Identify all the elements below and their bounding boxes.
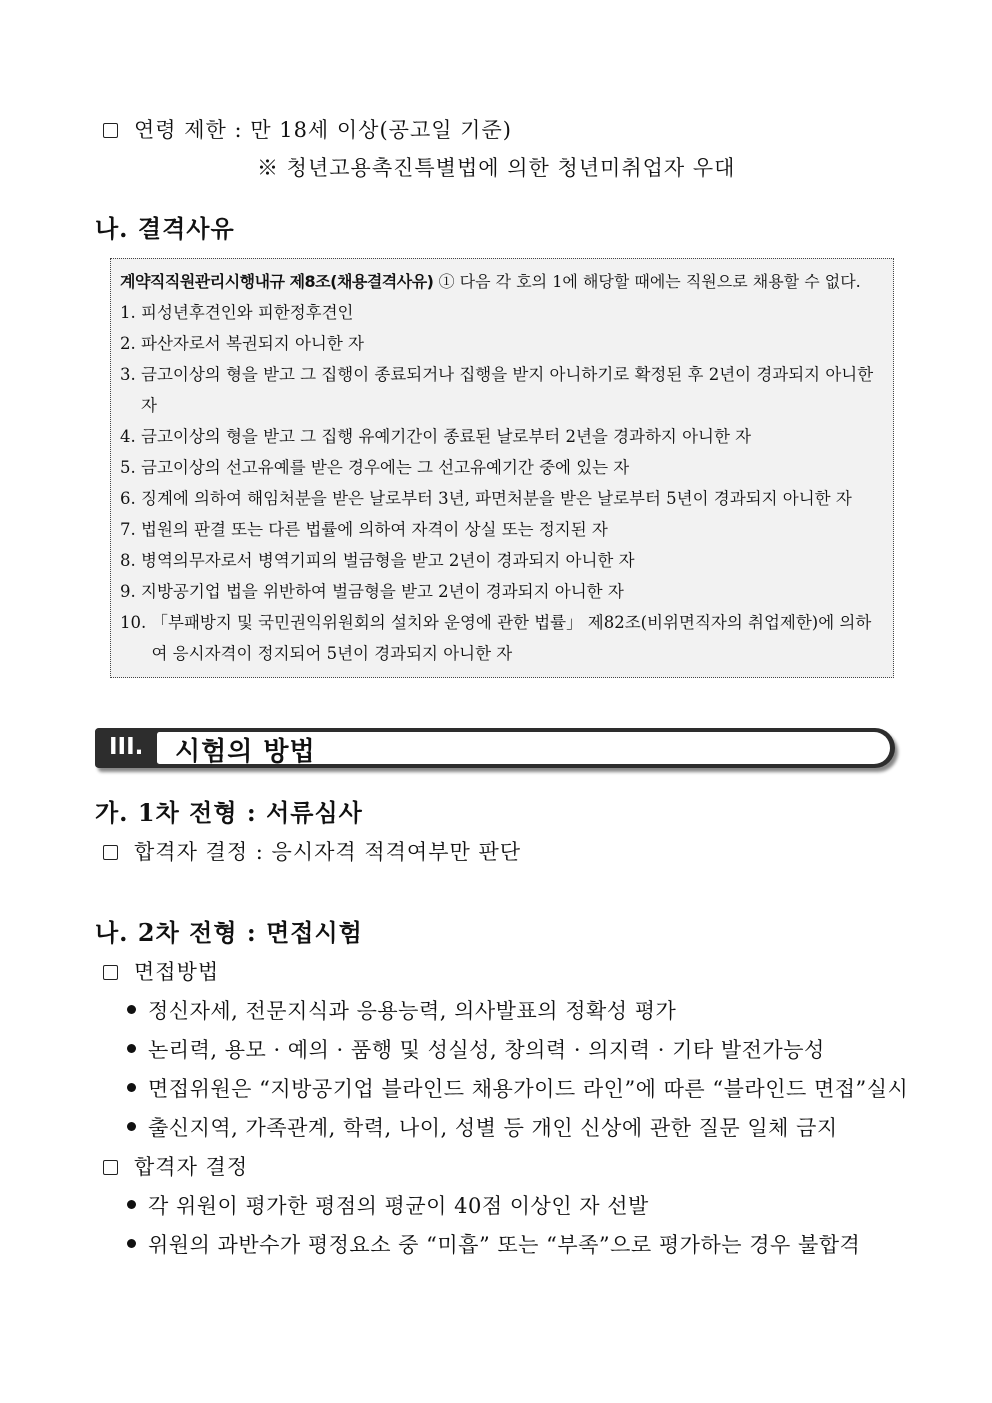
interview-method-label: 면접방법 [134,960,220,984]
item-number: 6. [120,489,141,508]
item-number: 9. [120,582,141,601]
age-limit-note: ※ 청년고용촉진특별법에 의한 청년미취업자 우대 [257,156,736,180]
disqualification-item [120,545,885,576]
item-number: 1. [120,303,141,322]
item-number: 3. [120,365,141,384]
checkbox-icon [103,123,118,138]
bullet-icon [127,1083,136,1092]
age-limit-line [103,114,512,144]
bullet-icon [127,1122,136,1131]
item-text: 지방공기업 법을 위반하여 벌금형을 받고 2년이 경과되지 아니한 자 [141,582,624,601]
disqualification-list [120,297,885,669]
checkbox-icon [103,965,118,980]
method-bullet: 논리력, 용모 · 예의 · 품행 및 성실성, 창의력 · 의지력 · 기타 발전가능성 [127,1034,825,1064]
disqualification-item [120,483,885,514]
checkbox-icon [103,845,118,860]
disqualification-item [120,359,885,421]
section-title: 시험의 방법 [175,737,316,767]
stage1-line [103,836,521,866]
item-number: 10. [120,613,152,632]
disqualification-item [120,607,885,669]
rule-title-line [120,267,885,297]
item-number: 8. [120,551,141,570]
bullet-icon [127,1044,136,1053]
item-text: 금고이상의 형을 받고 그 집행 유예기간이 종료된 날로부터 2년을 경과하지 아니한 자 [141,427,752,446]
disqualification-box [110,258,894,678]
item-text: 금고이상의 형을 받고 그 집행이 종료되거나 집행을 받지 아니하기로 확정된 후 2년이 경과되지 아니한 자 [141,365,874,415]
rule-intro: ① 다음 각 호의 1에 해당할 때에는 직원으로 채용할 수 없다. [438,272,861,291]
method-bullet: 출신지역, 가족관계, 학력, 나이, 성별 등 개인 신상에 관한 질문 일체 금지 [127,1112,838,1142]
item-number: 7. [120,520,141,539]
section-number: III. [109,734,144,760]
item-number: 2. [120,334,141,353]
item-number: 4. [120,427,141,446]
item-text: 병역의무자로서 병역기피의 벌금형을 받고 2년이 경과되지 아니한 자 [141,551,635,570]
item-text: 징계에 의하여 해임처분을 받은 날로부터 3년, 파면처분을 받은 날로부터 5년이 경과되지 아니한 자 [141,489,852,508]
item-text: 「부패방지 및 국민권익위원회의 설치와 운영에 관한 법률」 제82조(비위면직자의 취업제한)에 의하여 응시자격이 정지되어 5년이 경과되지 아니한 자 [151,613,872,663]
pass-decision-label: 합격자 결정 [134,1155,249,1179]
disqualification-item [120,452,885,483]
age-limit-text: 연령 제한 : 만 18세 이상(공고일 기준) [134,118,512,142]
section-header [95,728,899,772]
rule-title: 계약직직원관리시행내규 제8조(채용결격사유) [120,272,434,291]
stage2-heading: 나. 2차 전형 : 면접시험 [95,918,363,947]
disqualification-item [120,328,885,359]
disqualification-item [120,514,885,545]
method-bullet: 정신자세, 전문지식과 응용능력, 의사발표의 정확성 평가 [127,995,676,1025]
bullet-icon [127,1239,136,1248]
disqualification-item [120,297,885,328]
method-bullet: 면접위원은 “지방공기업 블라인드 채용가이드 라인”에 따른 “블라인드 면접”실시 [127,1073,908,1103]
interview-method-line [103,956,219,986]
disqualification-item [120,421,885,452]
stage1-heading: 가. 1차 전형 : 서류심사 [95,798,363,827]
disqualification-item [120,576,885,607]
item-number: 5. [120,458,141,477]
item-text: 피성년후견인와 피한정후견인 [141,303,354,322]
checkbox-icon [103,1160,118,1175]
pass-decision-line [103,1151,248,1181]
decision-bullet: 위원의 과반수가 평정요소 중 “미흡” 또는 “부족”으로 평가하는 경우 불합격 [127,1229,860,1259]
decision-bullet: 각 위원이 평가한 평점의 평균이 40점 이상인 자 선발 [127,1190,649,1220]
bullet-icon [127,1200,136,1209]
disqualification-heading: 나. 결격사유 [95,214,235,243]
item-text: 금고이상의 선고유예를 받은 경우에는 그 선고유예기간 중에 있는 자 [141,458,630,477]
bullet-icon [127,1005,136,1014]
item-text: 파산자로서 복권되지 아니한 자 [141,334,364,353]
item-text: 법원의 판결 또는 다른 법률에 의하여 자격이 상실 또는 정지된 자 [141,520,608,539]
stage1-text: 합격자 결정 : 응시자격 적격여부만 판단 [134,840,522,864]
